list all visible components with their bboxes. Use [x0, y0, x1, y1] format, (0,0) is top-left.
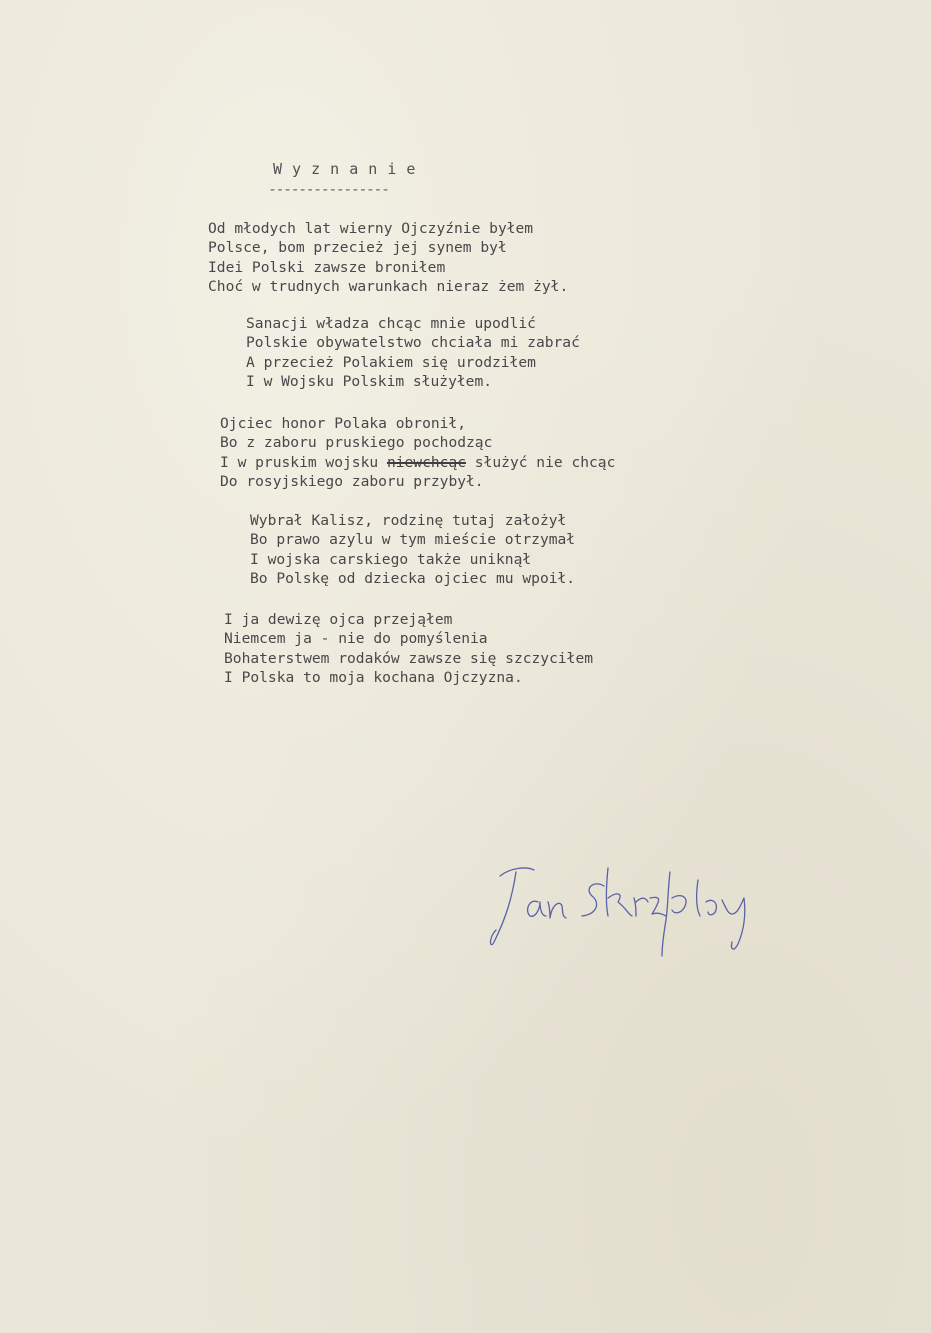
poem-line: Choć w trudnych warunkach nieraz żem żył.	[208, 278, 569, 296]
stanza-4	[250, 511, 575, 589]
stanza-1	[208, 219, 568, 297]
poem-line: Bo z zaboru pruskiego pochodząc	[220, 434, 493, 452]
stanza-2	[246, 314, 580, 392]
poem-line: Wybrał Kalisz, rodzinę tutaj założył	[250, 512, 567, 529]
poem-line: Bo prawo azylu w tym mieście otrzymał	[250, 531, 576, 549]
poem-line: Ojciec honor Polaka obronił,	[220, 415, 467, 432]
poem-line: Do rosyjskiego zaboru przybył.	[220, 473, 484, 491]
poem-line: Niemcem ja - nie do pomyślenia	[224, 630, 488, 648]
poem-line: I Polska to moja kochana Ojczyzna.	[224, 669, 523, 687]
poem-title: W y z n a n i e	[273, 160, 416, 178]
poem-line: A przecież Polakiem się urodziłem	[246, 353, 536, 371]
poem-line: I ja dewizę ojca przejąłem	[224, 611, 453, 628]
poem-line: Bohaterstwem rodaków zawsze się szczyciłem	[224, 649, 594, 667]
stanza-3	[220, 414, 615, 492]
handwritten-signature	[486, 858, 786, 968]
poem-line: Od młodych lat wierny Ojczyźnie byłem	[208, 220, 534, 237]
poem-line: I w Wojsku Polskim służyłem.	[246, 373, 493, 391]
poem-line: I wojska carskiego także uniknął	[250, 550, 532, 568]
title-underline: ----------------	[268, 180, 389, 198]
poem-line: Idei Polski zawsze broniłem	[208, 258, 446, 276]
poem-line-with-correction	[220, 453, 615, 472]
line-text: służyć nie chcąc	[466, 453, 616, 471]
poem-line: Bo Polskę od dziecka ojciec mu wpoił.	[250, 570, 576, 588]
stanza-5	[224, 610, 593, 688]
poem-line: Sanacji władza chcąc mnie upodlić	[246, 315, 536, 332]
line-text: I w pruskim wojsku	[220, 453, 387, 471]
poem-line: Polskie obywatelstwo chciała mi zabrać	[246, 334, 580, 352]
poem-line: Polsce, bom przecież jej synem był	[208, 239, 507, 257]
struck-out-word: niewchcąc	[386, 453, 467, 471]
